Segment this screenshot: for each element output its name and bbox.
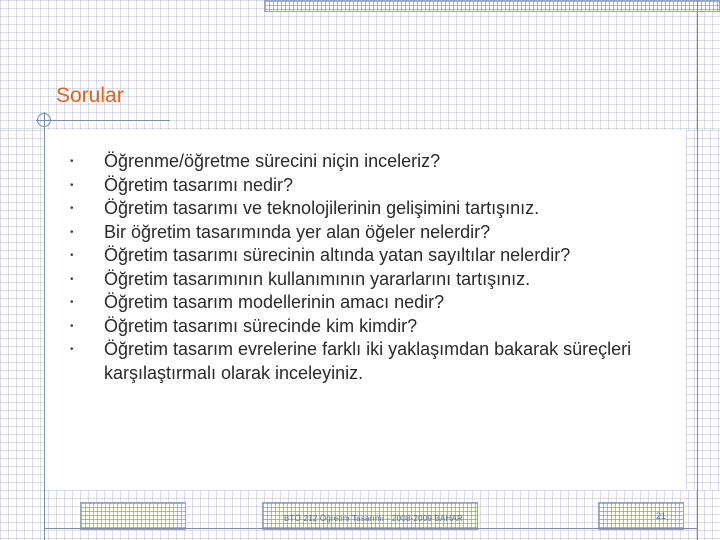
list-item	[70, 174, 670, 198]
title-vertical-rule	[44, 112, 45, 540]
question-text: Öğretim tasarım modellerinin amacı nedir?	[104, 292, 445, 312]
bullet-icon: •	[70, 297, 74, 308]
question-text: Öğrenme/öğretme sürecini niçin inceleriz?	[104, 151, 441, 171]
question-text: Öğretim tasarımı sürecinde kim kimdir?	[104, 315, 418, 336]
list-item	[70, 244, 670, 268]
title-underline-rule	[36, 120, 170, 121]
page-number: 21	[656, 511, 667, 521]
bullet-icon: •	[70, 226, 74, 238]
bullet-icon: •	[70, 250, 74, 261]
list-item	[70, 221, 670, 245]
bullet-icon: •	[70, 156, 74, 167]
list-item	[70, 291, 670, 315]
bullet-icon: •	[70, 203, 74, 214]
accent-grid-top-right	[264, 0, 720, 12]
accent-grid-footer-right	[598, 502, 684, 530]
question-list	[70, 150, 670, 385]
bullet-icon: •	[70, 320, 74, 332]
question-text: Öğretim tasarımı sürecinin altında yatan sayıltılar nelerdir?	[104, 245, 571, 265]
list-item	[70, 338, 670, 385]
corner-circle-ornament	[37, 113, 51, 127]
top-right-vertical-rule	[697, 0, 698, 540]
background-grid-top	[0, 0, 720, 130]
background-grid-right	[686, 130, 720, 540]
bullet-icon: •	[70, 344, 74, 355]
footer-course-label: BTÖ 212 Öğretim Tasarımı - 2008-2009 BAHAR	[284, 514, 463, 523]
question-text: Öğretim tasarımının kullanımının yararlarını tartışınız.	[104, 268, 531, 289]
question-text: Öğretim tasarımı nedir?	[104, 174, 294, 195]
question-text: Bir öğretim tasarımında yer alan öğeler nelerdir?	[104, 221, 491, 242]
background-grid-left	[0, 130, 44, 540]
list-item	[70, 268, 670, 292]
question-text: Öğretim tasarım evrelerine farklı iki yaklaşımdan bakarak süreçleri karşılaştırmalı olarak inceleyiniz.	[104, 339, 632, 383]
list-item	[70, 315, 670, 339]
slide-title: Sorular	[56, 84, 124, 107]
question-text: Öğretim tasarımı ve teknolojilerinin gelişimini tartışınız.	[104, 198, 540, 218]
list-item	[70, 197, 670, 221]
list-item	[70, 150, 670, 174]
accent-grid-footer-left	[80, 502, 186, 530]
bullet-icon: •	[70, 179, 74, 191]
bullet-icon: •	[70, 273, 74, 285]
footer-rule	[44, 528, 698, 529]
